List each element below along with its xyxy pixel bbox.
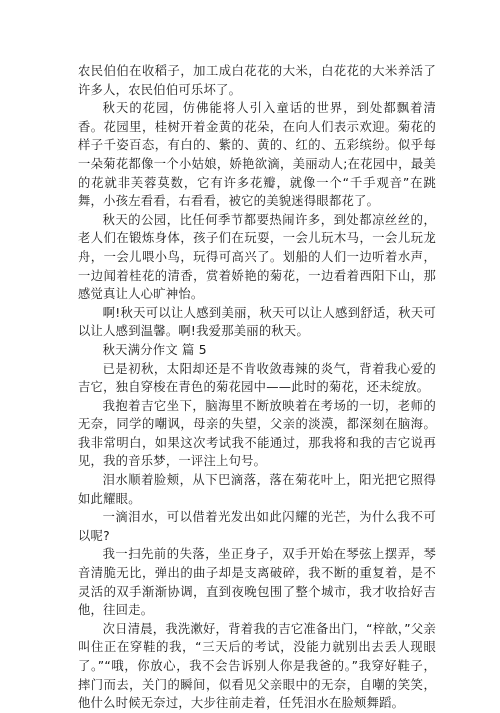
paragraph: 农民伯伯在收稻子，加工成白花花的大米，白花花的大米养活了许多人，农民伯伯可乐坏了。 xyxy=(78,64,436,97)
paragraph: 一滴泪水，可以借着光发出如此闪耀的光芒，为什么我不可以呢? xyxy=(78,510,436,543)
paragraph: 秋天的花园，仿佛能将人引入童话的世界，到处都飘着清香。花园里，桂树开着金黄的花朵，在向人们表示欢迎。菊花的样子千姿百态，有白的、紫的、黄的、红的、五彩缤纷。似乎每一朵菊花都像一个小姑娘，娇艳欲滴，美丽动人;在花园中，最美的花就非芙蓉莫数，它有许多花瓣，就像一个“千手观音”在跳舞，小孩左看看，右看看，被它的美貌迷得眼都花了。 xyxy=(78,101,436,209)
document-body xyxy=(78,62,436,713)
paragraph: 已是初秋，太阳却还是不肯收敛毒辣的炎气，背着我心爱的吉它，独自穿梭在青色的菊花园中——此时的菊花，还未绽放。 xyxy=(78,361,436,395)
paragraph: 啊!秋天可以让人感到美丽，秋天可以让人感到舒适，秋天可以让人感到温馨。啊!我爱那美丽的秋天。 xyxy=(78,305,436,339)
paragraph: 我抱着吉它坐下，脑海里不断放映着在考场的一切，老师的无奈，同学的嘲讽，母亲的失望，父亲的淡漠，都深刻在脑海。我非常明白，如果这次考试我不能通过，那我将和我的吉它说再见，我的音乐梦，一评注上句号。 xyxy=(78,398,436,469)
paragraph: 我一扫先前的失落，坐正身子，双手开始在琴弦上摆弄，琴音清脆无比，弹出的曲子却是支离破碎，我不断的重复着，是不灵活的双手渐渐协调，直到夜晚包围了整个城市，我才收拾好吉他，往回走。 xyxy=(78,547,436,618)
paragraph: 秋天的公园，比任何季节都要热闹许多，到处都凉丝丝的，老人们在锻炼身体，孩子们在玩耍，一会儿玩木马，一会儿玩龙舟，一会儿喂小鸟，玩得可高兴了。划船的人们一边听着水声，一边闻着桂花的清香，赏着娇艳的菊花，一边看着西阳下山，那感觉真让人心旷神怡。 xyxy=(78,212,436,302)
section-heading: 秋天满分作文 篇 5 xyxy=(102,342,207,357)
paragraph: 次日清晨，我洗漱好，背着我的吉它准备出门，“梓歆，”父亲叫住正在穿鞋的我，“三天后的考试，没能力就别出去丢人现眼了。”“哦，你放心，我不会告诉别人你是我爸的。”我穿好鞋子，摔门而去，关门的瞬间，似看见父亲眼中的无奈，自嘲的笑笑，他什么时候无奈过，大步往前走着，任凭泪水在脸颊舞蹈。 xyxy=(78,621,436,711)
paragraph: 泪水顺着脸颊，从下巴滴落，落在菊花叶上，阳光把它照得如此耀眼。 xyxy=(78,473,436,506)
